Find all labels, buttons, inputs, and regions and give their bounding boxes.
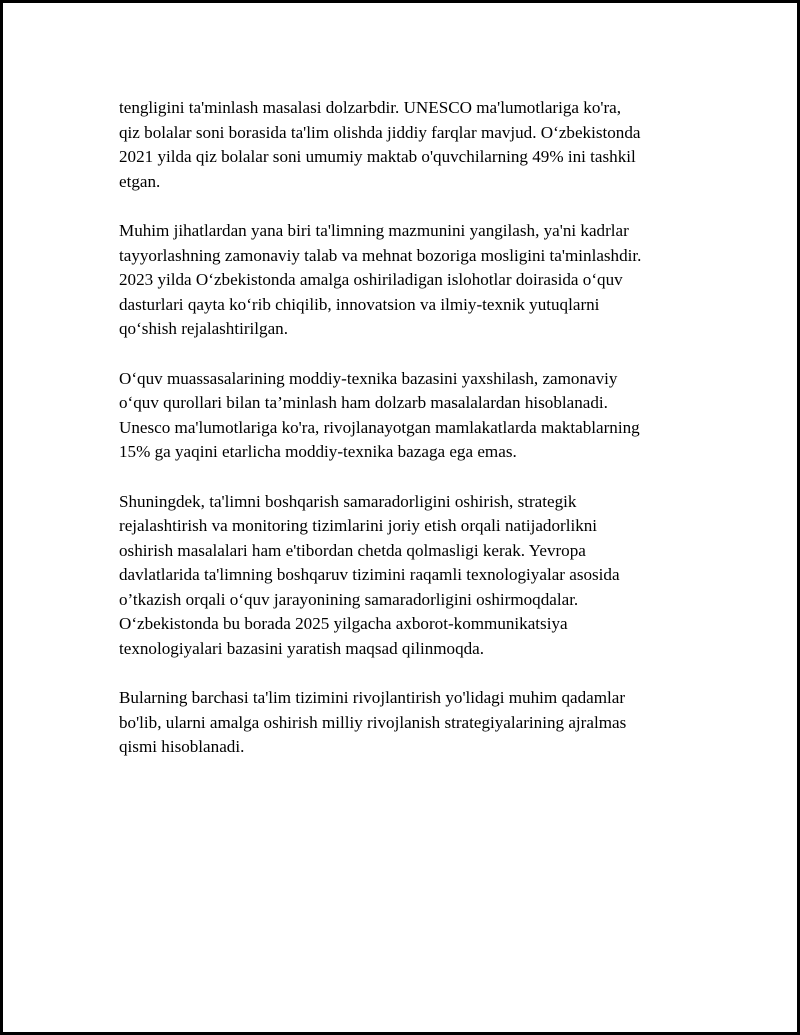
text-line: texnologiyalari bazasini yaratish maqsad qilinmoqda. — [119, 639, 485, 659]
text-line: O‘quv muassasalarining moddiy-texnika bazasini yaxshilash, zamonaviy — [119, 368, 618, 388]
text-line: qiz bolalar soni borasida ta'lim olishda jiddiy farqlar mavjud. O‘zbekistonda — [119, 122, 641, 142]
text-line: qismi hisoblanadi. — [119, 737, 245, 757]
text-line: 2023 yilda O‘zbekistonda amalga oshiriladigan islohotlar doirasida o‘quv — [119, 270, 623, 290]
paragraph-1 — [119, 96, 694, 194]
paragraph-5 — [119, 686, 694, 760]
text-line: o‘quv qurollari bilan ta’minlash ham dolzarb masalalardan hisoblanadi. — [119, 393, 608, 413]
text-line: etgan. — [119, 171, 161, 191]
text-line: qo‘shish rejalashtirilgan. — [119, 319, 289, 339]
text-line: rejalashtirish va monitoring tizimlarini joriy etish orqali natijadorlikni — [119, 516, 598, 536]
text-line: dasturlari qayta ko‘rib chiqilib, innovatsion va ilmiy-texnik yutuqlarni — [119, 294, 600, 314]
text-line: Unesco ma'lumotlariga ko'ra, rivojlanayotgan mamlakatlarda maktablarning — [119, 417, 640, 437]
text-line: oshirish masalalari ham e'tibordan chetda qolmasligi kerak. Yevropa — [119, 540, 586, 560]
paragraph-2 — [119, 219, 694, 342]
paragraph-4 — [119, 490, 694, 662]
text-line: tengligini ta'minlash masalasi dolzarbdir. UNESCO ma'lumotlariga ko'ra, — [119, 98, 622, 117]
text-line: 2021 yilda qiz bolalar soni umumiy maktab o'quvchilarning 49% ini tashkil — [119, 147, 636, 167]
text-line: Muhim jihatlardan yana biri ta'limning mazmunini yangilash, ya'ni kadrlar — [119, 220, 629, 240]
text-line: davlatlarida ta'limning boshqaruv tizimini raqamli texnologiyalar asosida — [119, 565, 620, 585]
text-line: Shuningdek, ta'limni boshqarish samaradorligini oshirish, strategik — [119, 491, 577, 511]
text-line: Bularning barchasi ta'lim tizimini rivojlantirish yo'lidagi muhim qadamlar — [119, 688, 626, 708]
text-line: tayyorlashning zamonaviy talab va mehnat bozoriga mosligini ta'minlashdir. — [119, 245, 642, 265]
document-body — [119, 96, 694, 785]
text-line: bo'lib, ularni amalga oshirish milliy rivojlanish strategiyalarining ajralmas — [119, 712, 627, 732]
text-line: 15% ga yaqini etarlicha moddiy-texnika bazaga ega emas. — [119, 442, 517, 462]
paragraph-3 — [119, 367, 694, 465]
text-line: O‘zbekistonda bu borada 2025 yilgacha axborot-kommunikatsiya — [119, 614, 568, 634]
text-line: o’tkazish orqali o‘quv jarayonining samaradorligini oshirmoqdalar. — [119, 589, 579, 609]
